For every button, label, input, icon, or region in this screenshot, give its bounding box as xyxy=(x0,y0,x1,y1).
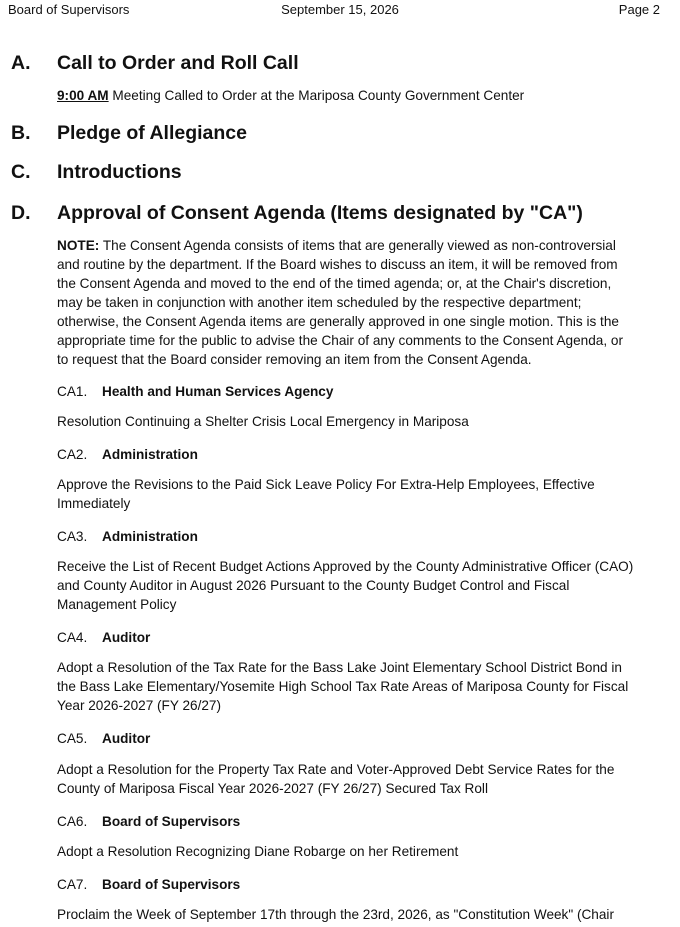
header-board-name: Board of Supervisors xyxy=(8,2,130,17)
consent-item-description: Adopt a Resolution of the Tax Rate for the Bass Lake Joint Elementary School District Bond in the Bass Lake Elementary/Yosemite High School Tax Rate Areas of Mariposa County for Fiscal Year 2026-2027 (FY 26/27) xyxy=(57,660,629,713)
section-a-heading xyxy=(11,51,299,75)
item-number: CA1. xyxy=(57,384,88,399)
header-date: September 15, 2026 xyxy=(281,2,399,17)
note-line: the Consent Agenda and moved to the end of the timed agenda; or, at the Chair's discretion, xyxy=(57,276,612,291)
section-a-title: Call to Order and Roll Call xyxy=(57,52,299,74)
note-line: may be taken in conjunction with another item scheduled by the respective department; xyxy=(57,295,582,310)
item-number: CA4. xyxy=(57,630,88,645)
section-d-heading xyxy=(11,201,583,225)
note-line: otherwise, the Consent Agenda items are generally approved in one single motion. This is the xyxy=(57,314,619,329)
item-department: Health and Human Services Agency xyxy=(102,384,334,399)
consent-item-heading xyxy=(57,383,333,401)
call-to-order-text xyxy=(57,86,667,105)
header-page-number: Page 2 xyxy=(618,2,660,17)
section-a-letter: A. xyxy=(11,52,31,74)
consent-agenda-note xyxy=(57,236,667,369)
section-b-heading xyxy=(11,121,247,145)
note-line: and routine by the department. If the Board wishes to discuss an item, it will be removed from xyxy=(57,257,618,272)
section-b-letter: B. xyxy=(11,122,31,144)
item-number: CA7. xyxy=(57,877,88,892)
consent-item-description: Adopt a Resolution Recognizing Diane Robarge on her Retirement xyxy=(57,844,459,859)
section-d-letter: D. xyxy=(11,202,31,224)
section-c-letter: C. xyxy=(11,161,31,183)
page-header xyxy=(0,1,680,19)
consent-item-description: Approve the Revisions to the Paid Sick Leave Policy For Extra-Help Employees, Effective Immediately xyxy=(57,477,595,511)
section-c-heading xyxy=(11,160,182,184)
item-department: Auditor xyxy=(102,731,151,746)
item-department: Administration xyxy=(102,529,198,544)
item-number: CA5. xyxy=(57,731,88,746)
item-department: Board of Supervisors xyxy=(102,814,241,829)
consent-item-heading xyxy=(57,876,240,894)
section-d-title: Approval of Consent Agenda (Items designated by "CA") xyxy=(57,202,583,224)
note-line: NOTE: The Consent Agenda consists of items that are generally viewed as non-controversial xyxy=(57,238,616,253)
item-number: CA6. xyxy=(57,814,88,829)
meeting-time: 9:00 AM xyxy=(57,88,109,103)
section-b-title: Pledge of Allegiance xyxy=(57,122,247,144)
consent-item-description: Resolution Continuing a Shelter Crisis Local Emergency in Mariposa xyxy=(57,414,469,429)
call-to-order-description: Meeting Called to Order at the Mariposa County Government Center xyxy=(108,88,525,103)
consent-item-heading xyxy=(57,629,150,647)
item-department: Auditor xyxy=(102,630,151,645)
section-c-title: Introductions xyxy=(57,161,182,183)
item-number: CA3. xyxy=(57,529,88,544)
consent-item-heading xyxy=(57,730,150,748)
note-line: appropriate time for the public to advise the Chair of any comments to the Consent Agenda, or xyxy=(57,333,623,348)
consent-item-heading xyxy=(57,528,198,546)
note-label: NOTE: xyxy=(57,238,100,253)
note-line: to request that the Board consider removing an item from the Consent Agenda. xyxy=(57,352,532,367)
item-department: Administration xyxy=(102,447,198,462)
consent-item-heading xyxy=(57,446,198,464)
consent-item-description: Receive the List of Recent Budget Actions Approved by the County Administrative Officer (CAO) and County Auditor in August 2026 Pursuant to the County Budget Control and Fiscal Management Policy xyxy=(57,559,634,612)
item-department: Board of Supervisors xyxy=(102,877,241,892)
consent-item-description: Adopt a Resolution for the Property Tax Rate and Voter-Approved Debt Service Rates for the County of Mariposa Fiscal Year 2026-2027 (FY 26/27) Secured Tax Roll xyxy=(57,762,615,796)
item-number: CA2. xyxy=(57,447,88,462)
consent-item-description: Proclaim the Week of September 17th through the 23rd, 2026, as "Constitution Week" (Chair xyxy=(57,907,614,922)
consent-item-heading xyxy=(57,813,240,831)
